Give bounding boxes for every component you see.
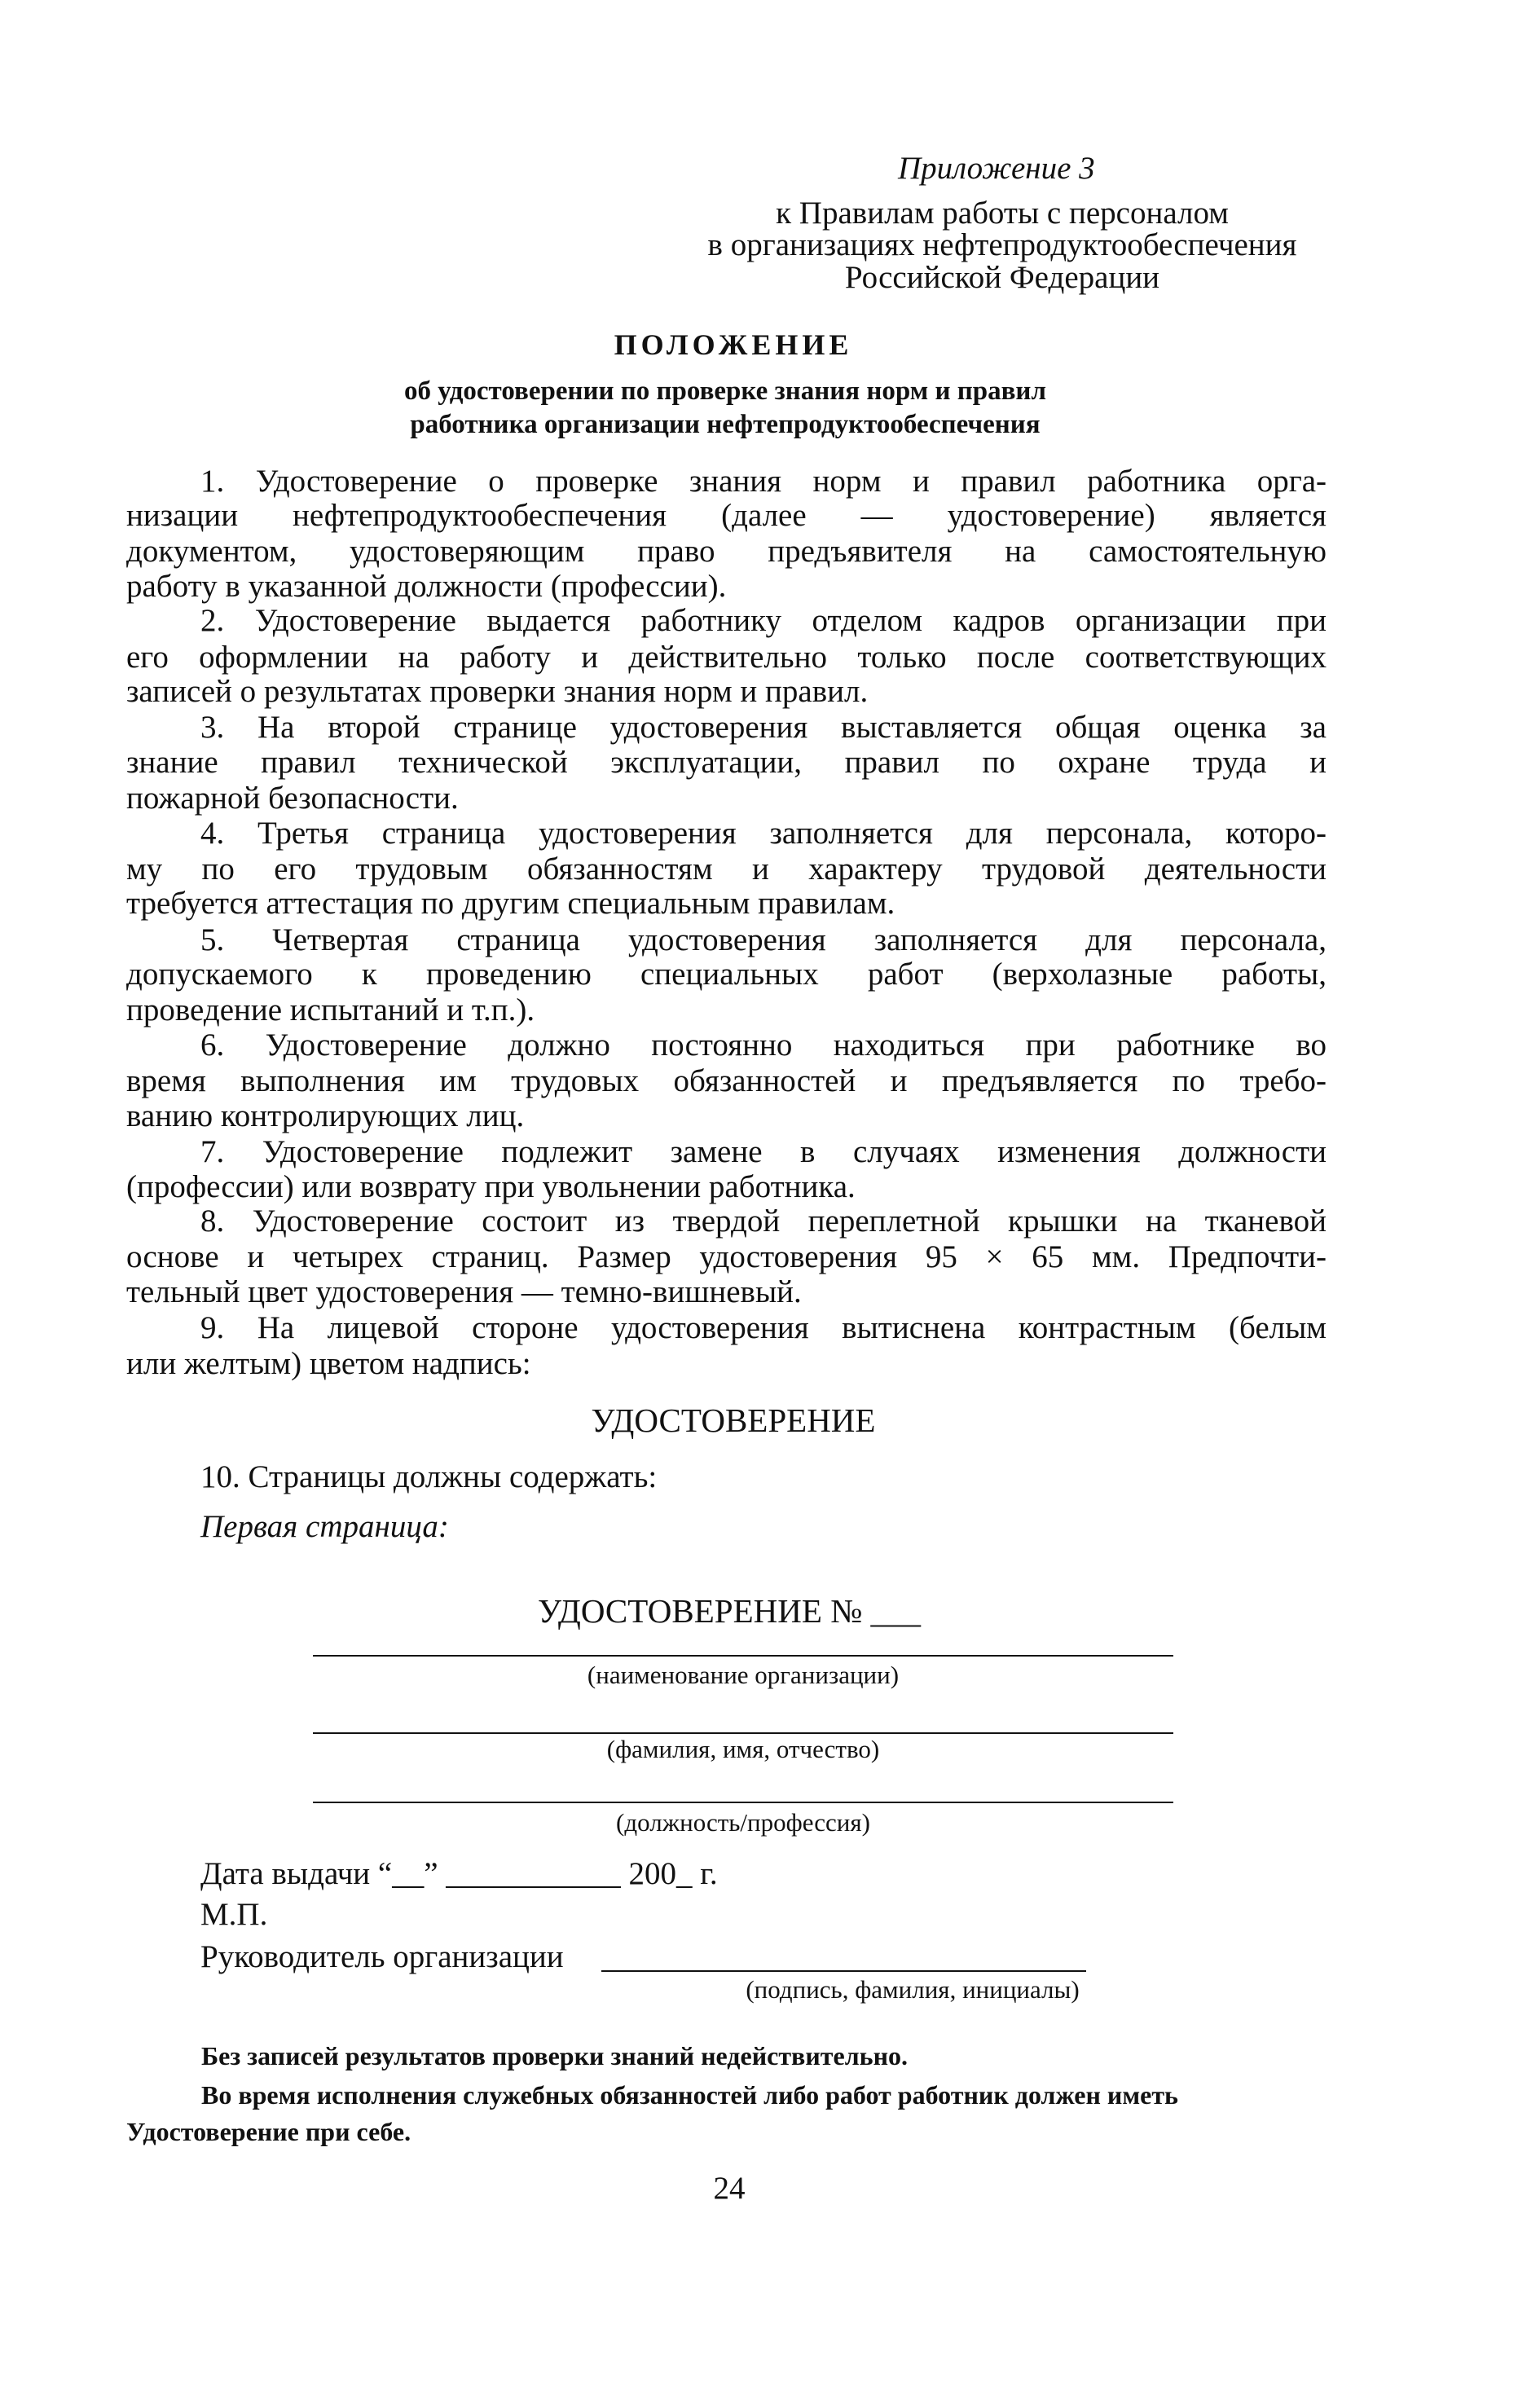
note-line: Во время исполнения служебных обязанностей либо работ работник должен иметь (201, 2080, 1178, 2110)
document-title: ПОЛОЖЕНИЕ (614, 328, 853, 361)
paragraph-2-line: его оформлении на работу и действительно только после соответствующих (126, 640, 1327, 675)
inscription-text: УДОСТОВЕРЕНИЕ (591, 1402, 876, 1439)
paragraph-2-line: записей о результатах проверки знания норм и правил. (126, 674, 869, 709)
full-name-caption: (фамилия, имя, отчество) (606, 1735, 880, 1763)
paragraph-9-line: или желтым) цветом надпись: (126, 1346, 531, 1381)
paragraph-5-line: проведение испытаний и т.п.). (126, 992, 535, 1027)
stamp-label: М.П. (200, 1897, 268, 1932)
page-number: 24 (713, 2171, 746, 2206)
paragraph-8-line: тельный цвет удостоверения — темно-вишневый. (126, 1274, 802, 1309)
paragraph-4-line: му по его трудовым обязанностям и характеру трудовой деятельности (126, 851, 1327, 887)
header-line: к Правилам работы с персоналом (776, 196, 1229, 231)
paragraph-5-line: допускаемого к проведению специальных работ (верхолазные работы, (126, 957, 1327, 992)
paragraph-3-line: знание правил технической эксплуатации, правил по охране труда и (126, 745, 1327, 780)
paragraph-8-line: основе и четырех страниц. Размер удостоверения 95 × 65 мм. Предпочти- (126, 1239, 1327, 1274)
paragraph-6-line: 6. Удостоверение должно постоянно находиться при работнике во (200, 1027, 1327, 1063)
appendix-label: Приложение 3 (898, 151, 1095, 186)
organization-caption: (наименование организации) (587, 1661, 900, 1689)
paragraph-4-line: требуется аттестация по другим специальным правилам. (126, 886, 895, 921)
first-page-label: Первая страница: (200, 1509, 449, 1544)
item-10-text: 10. Страницы должны содержать: (200, 1459, 658, 1494)
form-title: УДОСТОВЕРЕНИЕ № ___ (537, 1592, 922, 1630)
paragraph-4-line: 4. Третья страница удостоверения заполняется для персонала, которо- (200, 816, 1327, 851)
position-caption: (должность/профессия) (616, 1808, 870, 1837)
paragraph-2-line: 2. Удостоверение выдается работнику отделом кадров организации при (200, 603, 1327, 638)
header-line: Российской Федерации (844, 260, 1160, 295)
paragraph-6-line: время выполнения им трудовых обязанностей и предъявляется по требо- (126, 1063, 1327, 1098)
note-line: Удостоверение при себе. (126, 2117, 411, 2146)
note-line: Без записей результатов проверки знаний недействительно. (201, 2041, 908, 2070)
document-subtitle: об удостоверении по проверке знания норм и правил (404, 376, 1046, 406)
paragraph-3-line: 3. На второй странице удостоверения выставляется общая оценка за (200, 710, 1327, 745)
paragraph-1-line: работу в указанной должности (профессии). (126, 569, 727, 604)
document-subtitle: работника организации нефтепродуктообеспечения (410, 410, 1041, 439)
paragraph-1-line: 1. Удостоверение о проверке знания норм и правил работника орга- (200, 464, 1327, 499)
header-line: в организациях нефтепродуктообеспечения (707, 227, 1297, 262)
paragraph-1-line: низации нефтепродуктообеспечения (далее — удостоверение) является (126, 498, 1327, 533)
paragraph-1-line: документом, удостоверяющим право предъявителя на самостоятельную (126, 534, 1327, 569)
paragraph-3-line: пожарной безопасности. (126, 781, 459, 816)
paragraph-8-line: 8. Удостоверение состоит из твердой переплетной крышки на тканевой (200, 1204, 1327, 1239)
paragraph-7-line: 7. Удостоверение подлежит замене в случаях изменения должности (200, 1134, 1327, 1169)
issue-date-line: Дата выдачи “__” ___________ 200_ г. (200, 1856, 718, 1891)
paragraph-5-line: 5. Четвертая страница удостоверения заполняется для персонала, (200, 922, 1327, 957)
head-signature-label: Руководитель организации (200, 1939, 564, 1974)
paragraph-6-line: ванию контролирующих лиц. (126, 1098, 525, 1133)
paragraph-7-line: (профессии) или возврату при увольнении работника. (126, 1169, 856, 1204)
paragraph-9-line: 9. На лицевой стороне удостоверения вытиснена контрастным (белым (200, 1310, 1327, 1345)
head-signature-caption: (подпись, фамилия, инициалы) (746, 1975, 1080, 2004)
